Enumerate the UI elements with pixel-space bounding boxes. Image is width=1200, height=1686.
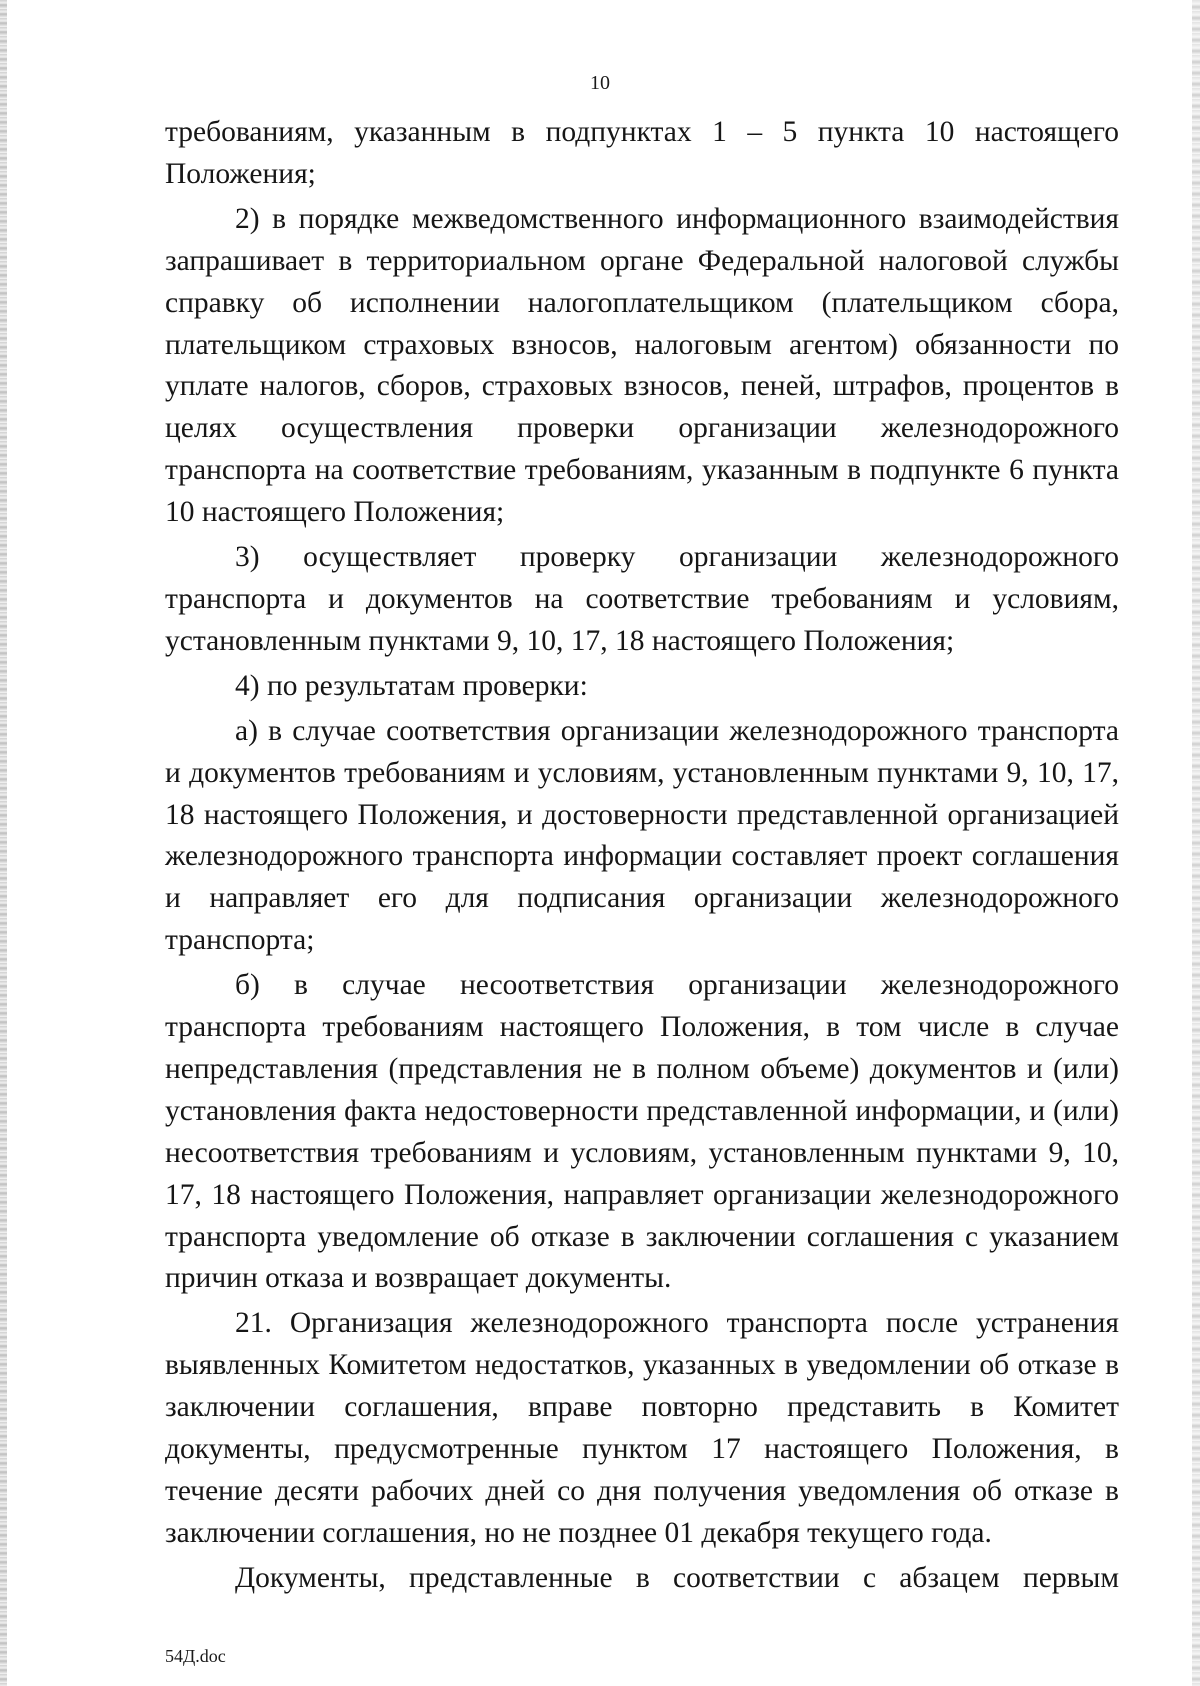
scan-edge-left bbox=[0, 0, 7, 1686]
paragraph-item-4b: б) в случае несоответствия организации железнодорожного транспорта требованиям настоящего Положения, в том числе в случае непредставления (представления не в полном объеме) документов и (или) установления факта недостоверности представленной информации, и (или) несоответствия требованиям и условиям, установленным пунктами 9, 10, 17, 18 настоящего Положения, направляет организации железнодорожного транспорта уведомление об отказе в заключении соглашения с указанием причин отказа и возвращает документы. bbox=[165, 969, 1119, 1295]
document-body bbox=[165, 112, 1119, 1600]
paragraph-item-4a: а) в случае соответствия организации железнодорожного транспорта и документов требованиям и условиям, установленным пунктами 9, 10, 17, 18 настоящего Положения, и достоверности представленной организацией железнодорожного транспорта информации составляет проект соглашения и направляет его для подписания организации железнодорожного транспорта; bbox=[165, 714, 1119, 957]
paragraph-item-3: 3) осуществляет проверку организации железнодорожного транспорта и документов на соответствие требованиям и условиям, установленным пунктами 9, 10, 17, 18 настоящего Положения; bbox=[165, 541, 1119, 657]
page-number: 10 bbox=[590, 72, 610, 94]
scan-edge-right bbox=[1192, 0, 1200, 1686]
paragraph-item-4: 4) по результатам проверки: bbox=[235, 669, 588, 702]
footer-filename: 54Д.doc bbox=[165, 1646, 226, 1666]
paragraph-continuation: требованиям, указанным в подпунктах 1 – 5 пункта 10 настоящего Положения; bbox=[165, 116, 1119, 190]
paragraph-point-21: 21. Организация железнодорожного транспорта после устранения выявленных Комитетом недостатков, указанных в уведомлении об отказе в заключении соглашения, вправе повторно представить в Комитет документы, предусмотренные пунктом 17 настоящего Положения, в течение десяти рабочих дней со дня получения уведомления об отказе в заключении соглашения, но не позднее 01 декабря текущего года. bbox=[165, 1307, 1119, 1549]
paragraph-documents: Документы, представленные в соответствии с абзацем первым bbox=[235, 1561, 1119, 1594]
paragraph-item-2: 2) в порядке межведомственного информационного взаимодействия запрашивает в территориальном органе Федеральной налоговой службы справку об исполнении налогоплательщиком (плательщиком сбора, плательщиком страховых взносов, налоговым агентом) обязанности по уплате налогов, сборов, страховых взносов, пеней, штрафов, процентов в целях осуществления проверки организации железнодорожного транспорта на соответствие требованиям, указанным в подпункте 6 пункта 10 настоящего Положения; bbox=[165, 202, 1119, 529]
